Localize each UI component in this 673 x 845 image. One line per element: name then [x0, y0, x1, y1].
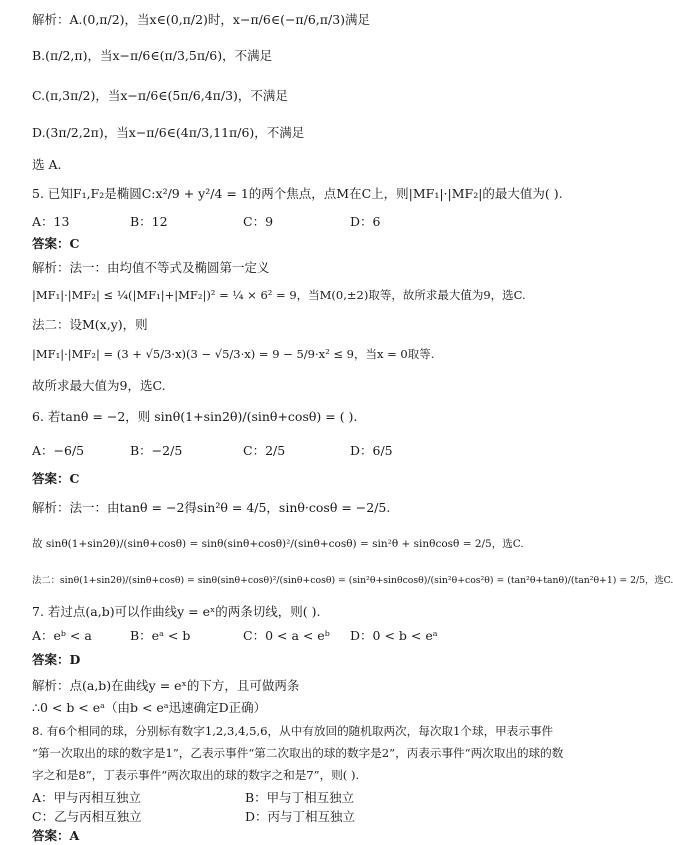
q6-option-c: C：2/5: [243, 443, 286, 458]
q5-solution-2-title: 法二：设M(x,y)，则: [32, 317, 148, 332]
q5-option-b: B：12: [130, 214, 168, 229]
q8-option-d: D：丙与丁相互独立: [245, 809, 356, 824]
q8-option-c: C：乙与丙相互独立: [32, 809, 142, 824]
q5-solution-1-title: 解析：法一：由均值不等式及椭圆第一定义: [32, 260, 270, 275]
choose-line: 选 A.: [32, 157, 62, 172]
q7-solution: 解析：点(a,b)在曲线y = eˣ的下方，且可做两条: [32, 678, 300, 693]
q6-solution-2-equation: 法二：sinθ(1+sin2θ)/(sinθ+cosθ) = sinθ(sinθ+cosθ)²/(sinθ+cosθ) = (sin²θ+sinθcosθ)/(sin²θ+cos²θ) = (tan²θ+tanθ)/(tan²θ+1) = 2/5，选C.: [32, 575, 673, 586]
q7-option-b: B：eᵃ < b: [130, 628, 191, 643]
q8-stem-line-2: “第一次取出的球的数字是1”，乙表示事件“第二次取出的球的数字是2”，丙表示事件“两次取出的球的数: [32, 746, 564, 760]
solution-line-b: B.(π/2,π)，当x−π/6∈(π/3,5π/6)，不满足: [32, 48, 273, 63]
q5-option-d: D：6: [350, 214, 381, 229]
q7-option-a: A：eᵇ < a: [32, 628, 92, 643]
q6-solution-1-equation: 故 sinθ(1+sin2θ)/(sinθ+cosθ) = sinθ(sinθ+cosθ)²/(sinθ+cosθ) = sin²θ + sinθcosθ = 2/5，选C.: [32, 538, 524, 550]
q6-answer: 答案：C: [32, 471, 80, 486]
q5-conclusion: 故所求最大值为9，选C.: [32, 378, 166, 393]
q5-option-c: C：9: [243, 214, 274, 229]
q6-solution-1: 解析：法一：由tanθ = −2得sin²θ = 4/5，sinθ·cosθ = −2/5.: [32, 500, 391, 515]
q5-answer: 答案：C: [32, 236, 80, 251]
q7-option-c: C：0 < a < eᵇ: [243, 628, 330, 643]
q6-option-a: A：−6/5: [32, 443, 85, 458]
q8-answer: 答案：A: [32, 828, 80, 843]
q7-option-d: D：0 < b < eᵃ: [350, 628, 438, 643]
solution-line-c: C.(π,3π/2)，当x−π/6∈(5π/6,4π/3)，不满足: [32, 88, 288, 103]
q5-option-a: A：13: [32, 214, 70, 229]
q8-option-a: A：甲与丙相互独立: [32, 790, 142, 805]
q8-option-b: B：甲与丁相互独立: [245, 790, 355, 805]
q6-option-b: B：−2/5: [130, 443, 183, 458]
solution-line-a: 解析：A.(0,π/2)，当x∈(0,π/2)时，x−π/6∈(−π/6,π/3)满足: [32, 12, 371, 27]
q6-stem: 6. 若tanθ = −2，则 sinθ(1+sin2θ)/(sinθ+cosθ) = ( ).: [32, 409, 358, 424]
q5-solution-2-equation: |MF₁|·|MF₂| = (3 + √5/3·x)(3 − √5/3·x) = 9 − 5/9·x² ≤ 9，当x = 0取等.: [32, 347, 435, 361]
q7-answer: 答案：D: [32, 652, 81, 667]
q6-option-d: D：6/5: [350, 443, 393, 458]
solution-line-d: D.(3π/2,2π)，当x−π/6∈(4π/3,11π/6)，不满足: [32, 125, 305, 140]
q5-solution-1-equation: |MF₁|·|MF₂| ≤ ¼(|MF₁|+|MF₂|)² = ¼ × 6² = 9，当M(0,±2)取等，故所求最大值为9，选C.: [32, 288, 526, 302]
q8-stem-line-3: 字之和是8”，丁表示事件“两次取出的球的数字之和是7”，则( ).: [32, 768, 360, 782]
q8-stem-line-1: 8. 有6个相同的球，分别标有数字1,2,3,4,5,6，从中有放回的随机取两次，每次取1个球，甲表示事件: [32, 724, 554, 738]
q7-stem: 7. 若过点(a,b)可以作曲线y = eˣ的两条切线，则( ).: [32, 604, 321, 619]
q5-stem: 5. 已知F₁,F₂是椭圆C:x²/9 + y²/4 = 1的两个焦点，点M在C上，则|MF₁|·|MF₂|的最大值为( ).: [32, 186, 563, 201]
q7-solution-conclusion: ∴0 < b < eᵃ（由b < eᵃ迅速确定D正确）: [32, 700, 267, 715]
